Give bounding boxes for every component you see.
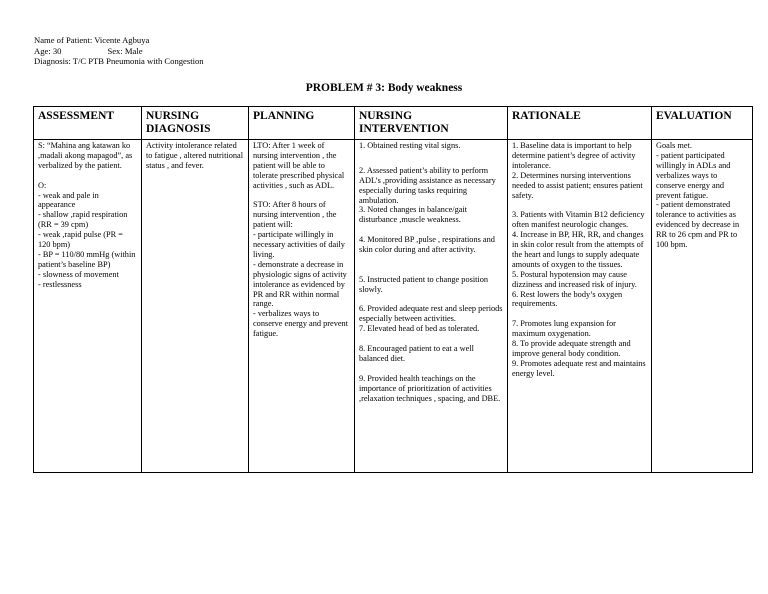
rationale-item: 7. Promotes lung expansion for maximum oxygenation. [512,319,616,339]
header-assessment: ASSESSMENT [34,107,142,140]
objective-item: - shallow ,rapid respiration (RR = 39 cpm) [38,210,128,230]
rationale-item: 5. Postural hypotension may cause dizziness and increased risk of injury. [512,269,637,289]
objective-item: - weak ,rapid pulse (PR = 120 bpm) [38,230,123,250]
evaluation-item: - patient demonstrated tolerance to activities as evidenced by decrease in RR to 26 cpm and PR to 100 bpm. [656,200,740,250]
nursing-intervention-cell [355,140,508,473]
table-header-row [34,107,753,140]
intervention-item: 3. Noted changes in balance/gait disturbance ,muscle weakness. [359,205,468,225]
objective-label: O: [38,180,47,190]
sto-item: - demonstrate a decrease in physiologic signs of activity intolerance as evidenced by PR and RR within normal range. [253,259,347,309]
sto-item: - verbalizes ways to conserve energy and prevent fatigue. [253,309,348,339]
nursing-care-plan-table [33,106,753,473]
patient-diagnosis: Diagnosis: T/C PTB Pneumonia with Congestion [34,56,204,67]
rationale-item: 4. Increase in BP, HR, RR, and changes in skin color result from the attempts of the heart and lungs to supply adequate amounts of oxygen to the tissues. [512,230,644,269]
objective-item: - restlessness [38,279,82,289]
rationale-item: 6. Rest lowers the body’s oxygen requirements. [512,289,623,309]
header-nursing-diagnosis: NURSING DIAGNOSIS [142,107,249,140]
header-planning: PLANNING [249,107,355,140]
patient-sex: Sex: Male [107,45,143,56]
planning-cell [249,140,355,473]
nursing-diagnosis-text: Activity intolerance related to fatigue , altered nutritional status , and fever. [146,141,243,170]
assessment-cell [34,140,142,473]
intervention-item: 7. Elevated head of bed as tolerated. [359,324,480,334]
rationale-item: 2. Determines nursing interventions needed to assist patient; ensures patient safety. [512,170,643,200]
intervention-item: 9. Provided health teachings on the importance of prioritization of activities ,relaxation techniques , spacing, and DBE. [359,373,501,403]
rationale-cell [508,140,652,473]
table-row [34,140,753,473]
patient-age: Age: 30 [34,45,62,56]
intervention-item: 6. Provided adequate rest and sleep periods especially between activities. [359,304,503,324]
evaluation-goal: Goals met. [656,141,692,150]
long-term-objective: LTO: After 1 week of nursing intervention , the patient will be able to tolerate prescribed physical activities , such as ADL. [253,141,345,190]
patient-age-sex [34,46,204,57]
rationale-item: 1. Baseline data is important to help determine patient’s degree of activity intolerance. [512,141,636,170]
short-term-objective: STO: After 8 hours of nursing intervention , the patient will: [253,200,337,230]
evaluation-item: - patient participated willingly in ADLs and verbalizes ways to conserve energy and prevent fatigue. [656,150,731,200]
intervention-item: 1. Obtained resting vital signs. [359,141,461,150]
intervention-item: 5. Instructed patient to change position slowly. [359,274,489,294]
intervention-item: 8. Encouraged patient to eat a well balanced diet. [359,344,474,363]
patient-name: Name of Patient: Vicente Agbuya [34,35,150,45]
objective-item: - weak and pale in appearance [38,190,99,210]
intervention-item: 4. Monitored BP ,pulse , respirations and skin color during and after activity. [359,235,495,255]
objective-item: - BP = 110/80 mmHg (within patient’s baseline BP) [38,249,136,269]
problem-title: PROBLEM # 3: Body weakness [305,82,463,94]
rationale-item: 3. Patients with Vitamin B12 deficiency often manifest neurologic changes. [512,210,645,230]
header-rationale: RATIONALE [508,107,652,140]
intervention-item: 2. Assessed patient’s ability to perform ADL’s ,providing assistance as necessary especially during tasks requiring ambulation. [359,165,496,205]
header-evaluation: EVALUATION [652,107,753,140]
nursing-diagnosis-cell [142,140,249,473]
sto-item: - participate willingly in necessary activities of daily living. [253,230,345,259]
evaluation-cell [652,140,753,473]
rationale-item: 8. To provide adequate strength and improve general body condition. [512,339,631,358]
header-nursing-intervention: NURSING INTERVENTION [355,107,508,140]
objective-item: - slowness of movement [38,269,119,279]
patient-info [34,35,204,67]
rationale-item: 9. Promotes adequate rest and maintains energy level. [512,358,646,378]
subjective-data: S: “Mahina ang katawan ko ,madali akong mapagod”, as verbalized by the patient. [38,141,133,170]
